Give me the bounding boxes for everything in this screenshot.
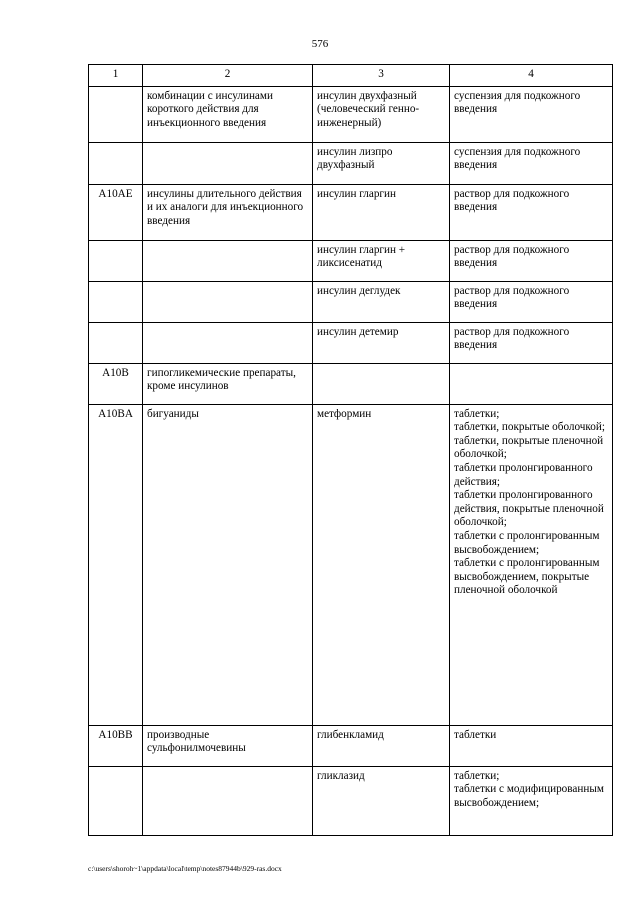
- header-col-4: 4: [450, 65, 613, 87]
- table-row: [89, 322, 613, 363]
- dosage-form-item: таблетки, покрытые пленочной оболочкой;: [454, 434, 604, 461]
- pharmacological-group-cell: гипогликемические препараты, кроме инсулинов: [143, 363, 313, 404]
- dosage-form-item: таблетки: [454, 728, 497, 741]
- table-row: [89, 404, 613, 725]
- page-number: 576: [311, 38, 329, 50]
- table-row: [89, 281, 613, 322]
- dosage-forms-cell: [450, 766, 613, 835]
- atc-code-cell: A10AE: [89, 184, 143, 240]
- drug-name-cell: инсулин детемир: [313, 322, 450, 363]
- dosage-form-item: раствор для подкожного введения: [454, 187, 570, 214]
- dosage-forms-cell: [450, 240, 613, 281]
- table-row: [89, 725, 613, 766]
- dosage-form-item: таблетки с пролонгированным высвобождением;: [454, 529, 600, 556]
- atc-code-cell: [89, 240, 143, 281]
- drug-name-cell: инсулин лизпро двухфазный: [313, 142, 450, 184]
- table-row: [89, 766, 613, 835]
- dosage-form-item: раствор для подкожного введения: [454, 284, 570, 311]
- table-row: [89, 86, 613, 142]
- dosage-forms-cell: [450, 184, 613, 240]
- dosage-forms-cell: [450, 142, 613, 184]
- pharmacological-group-cell: инсулины длительного действия и их аналоги для инъекционного введения: [143, 184, 313, 240]
- dosage-form-item: таблетки пролонгированного действия, покрытые пленочной оболочкой;: [454, 489, 604, 529]
- header-col-2: 2: [143, 65, 313, 87]
- pharmacological-group-cell: [143, 142, 313, 184]
- dosage-form-item: таблетки, покрытые оболочкой;: [454, 421, 605, 434]
- drug-name-cell: [313, 363, 450, 404]
- pharmacological-group-cell: бигуаниды: [143, 404, 313, 725]
- dosage-form-item: раствор для подкожного введения: [454, 325, 570, 352]
- pharmacological-group-cell: [143, 766, 313, 835]
- footer-file-path: c:\users\shoroh~1\appdata\local\temp\notes87944b\929-ras.docx: [88, 864, 282, 873]
- dosage-forms-cell: [450, 322, 613, 363]
- atc-code-cell: [89, 766, 143, 835]
- dosage-form-item: таблетки с пролонгированным высвобождением, покрытые пленочной оболочкой: [454, 557, 600, 597]
- atc-code-cell: A10BB: [89, 725, 143, 766]
- dosage-form-item: раствор для подкожного введения: [454, 243, 570, 270]
- table-row: [89, 184, 613, 240]
- drug-name-cell: глибенкламид: [313, 725, 450, 766]
- dosage-form-item: таблетки;: [454, 769, 500, 782]
- dosage-forms-cell: [450, 363, 613, 404]
- pharmacological-group-cell: [143, 240, 313, 281]
- dosage-forms-cell: [450, 404, 613, 725]
- atc-code-cell: [89, 86, 143, 142]
- drug-name-cell: инсулин двухфазный (человеческий генно-инженерный): [313, 86, 450, 142]
- table-header-row: [89, 65, 613, 87]
- dosage-form-item: суспензия для подкожного введения: [454, 89, 581, 116]
- dosage-forms-cell: [450, 281, 613, 322]
- dosage-form-item: таблетки пролонгированного действия;: [454, 461, 593, 488]
- drug-name-cell: инсулин деглудек: [313, 281, 450, 322]
- header-col-1: 1: [89, 65, 143, 87]
- pharmacological-group-cell: [143, 322, 313, 363]
- table-row: [89, 142, 613, 184]
- table-row: [89, 240, 613, 281]
- dosage-form-item: суспензия для подкожного введения: [454, 145, 581, 172]
- atc-code-cell: [89, 142, 143, 184]
- drug-name-cell: инсулин гларгин: [313, 184, 450, 240]
- atc-code-cell: A10BA: [89, 404, 143, 725]
- atc-code-cell: [89, 281, 143, 322]
- header-col-3: 3: [313, 65, 450, 87]
- atc-code-cell: [89, 322, 143, 363]
- drug-name-cell: инсулин гларгин + ликсисенатид: [313, 240, 450, 281]
- dosage-form-item: таблетки;: [454, 407, 500, 420]
- pharmacological-group-cell: [143, 281, 313, 322]
- drug-table: [88, 64, 613, 836]
- drug-name-cell: гликлазид: [313, 766, 450, 835]
- atc-code-cell: A10B: [89, 363, 143, 404]
- table-row: [89, 363, 613, 404]
- drug-name-cell: метформин: [313, 404, 450, 725]
- pharmacological-group-cell: комбинации с инсулинами короткого действия для инъекционного введения: [143, 86, 313, 142]
- dosage-forms-cell: [450, 725, 613, 766]
- dosage-forms-cell: [450, 86, 613, 142]
- pharmacological-group-cell: производные сульфонилмочевины: [143, 725, 313, 766]
- dosage-form-item: таблетки с модифицированным высвобождением;: [454, 783, 604, 809]
